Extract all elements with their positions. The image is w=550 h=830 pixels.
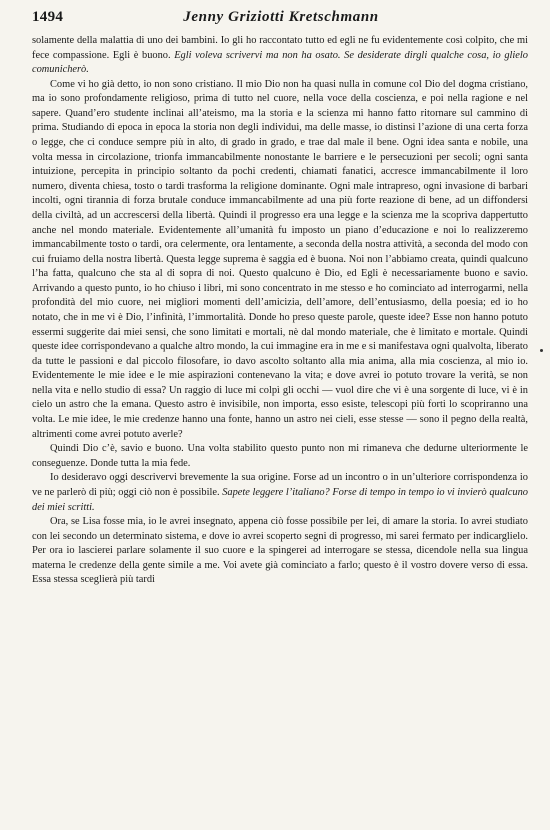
margin-dot (540, 349, 543, 352)
paragraph (32, 78, 528, 442)
paragraph (32, 442, 528, 471)
italic-text: Egli voleva scrivervi ma non ha osato. Se desiderate dirgli qualche cosa, io glielo comunicherò. (32, 49, 528, 76)
running-head: Jenny Griziotti Kretschmann (183, 9, 379, 25)
page-header (32, 9, 530, 31)
text-run: Io desideravo oggi descrivervi brevemente la sua origine. Forse ad un incontro o in un’ulteriore corrispondenza io ve ne parlerò di più; oggi ciò non è possibile. (32, 472, 528, 498)
paragraph (32, 515, 528, 588)
italic-text: Sapete leggere l’italiano? Forse di tempo in tempo io vi invierò qualcuno dei miei scritti. (32, 486, 528, 513)
paragraph (32, 34, 528, 78)
text-run: Come vi ho già detto, io non sono cristiano. Il mio Dio non ha quasi nulla in comune col Dio del dogma cristiano, ma io sono profondamente religioso, prima di tutto nel cuore, nella voce della coscienza, e poi nella ragione e nel sapere. Quand’ero studente inclinai all’ateismo, ma la storia e la scienza mi hanno fatto ritornare sul cammino di prima. Studiando di epoca in epoca la storia non degli individui, ma delle masse, io distinsi l’azione di una certa forza o legge, che ci conduce sempre più in alto, di grado in grado, e trae dal male il bene. Ogni idea santa e nobile, una volta messa in circolazione, trionfa immancabilmente nonostante le barriere e le persecuzioni per secoli; ogni santa intuizione, percepita in principio soltanto da pochi credenti, chiamati fanatici, accresce immancabilmente il loro numero, diventa chiesa, tosto o tardi trasforma la religione dominante. Ogni male intrapreso, ogni invasione di barbari incolti, ogni tirannia di forza brutale conduce immancabilmente ad una più forte reazione di bene, ad un diffondersi della civiltà, ad un accrescersi della libertà. Quindi il progresso era una legge e la scienza me la scopriva dappertutto anche nel mondo materiale. Evidentemente all’umanità fu imposto un piano d’educazione e noi lo realizzeremo immancabilmente tosto o tardi, ora celermente, ora lentamente, a seconda della nostra attività, a seconda del modo con cui fruiamo della nostra libertà. Questa legge suprema è saggia ed è buona. Noi non l’abbiamo creata, quindi qualcuno l’ha fatta, qualcuno che sta al di sopra di noi. Questo qualcuno è Dio, ed Egli è necessariamente buono e savio. Arrivando a questo punto, io ho chiuso i libri, mi sono concentrato in me stesso e ho cominciato ad interrogarmi, nella profondità del mio cuore, nei migliori momenti dell’amicizia, dell’amore, dell’entusiasmo, della poesia; ed io ho notato, che in me vi è Dio, l’infinità, l’immortalità. Donde ho preso queste parole, queste idee? Esse non hanno potuto essermi suggerite dai miei sensi, che sono limitati e mortali, nè dal mondo materiale, che è limitato e mortale. Quindi queste idee corrispondevano a qualche altro mondo, la cui immagine era in me e si manifestava ogni qualvolta, liberato da tutte le passioni e dal piccolo filosofare, io davo ascolto soltanto alla mia anima, alla mia coscienza, al mio io. Evidentemente le mie idee e le mie aspirazioni contenevano la vita; e dove avrei io potuto trovare la verità, se non nella vita e nello studio di essa? Un raggio di luce mi colpì gli occhi — vuol dire che vi è una sorgente di luce, vi è in cielo un astro che la emana. Questo astro è invisibile, non importa, esso esiste, telescopi più forti lo scopriranno una volta. Le mie idee, le mie credenze hanno una fonte, hanno un astro nei cieli, esse stesse — sono il pegno della realtà, altrimenti come avrei potuto averle? (32, 78, 528, 440)
page-number: 1494 (32, 9, 64, 25)
text-run: Ora, se Lisa fosse mia, io le avrei insegnato, appena ciò fosse possibile per lei, di amare la storia. Io avrei studiato con lei secondo un determinato sistema, e dove io avrei scoperto segni di progresso, mi sarei fermato per indicarglielo. Per ora io lascierei parlare solamente il suo cuore e la spingerei ad interrogare se stessa, dicendole nella sua lingua materna le credenze della gente simile a me. Voi avete già cominciato a farlo; questo è il vostro dovere verso di essa. Essa stessa sceglierà più tardi (32, 516, 528, 586)
body-text (32, 34, 528, 588)
paragraph (32, 471, 528, 515)
text-run: Quindi Dio c’è, savio e buono. Una volta stabilito questo punto non mi rimaneva che dedurne ulteriormente le conseguenze. Donde tutta la mia fede. (32, 443, 528, 469)
text-run: solamente della malattia di uno dei bambini. Io gli ho raccontato tutto ed egli ne fu evidentemente così colpito, che mi fece compassione. Egli è buono. (32, 35, 528, 61)
